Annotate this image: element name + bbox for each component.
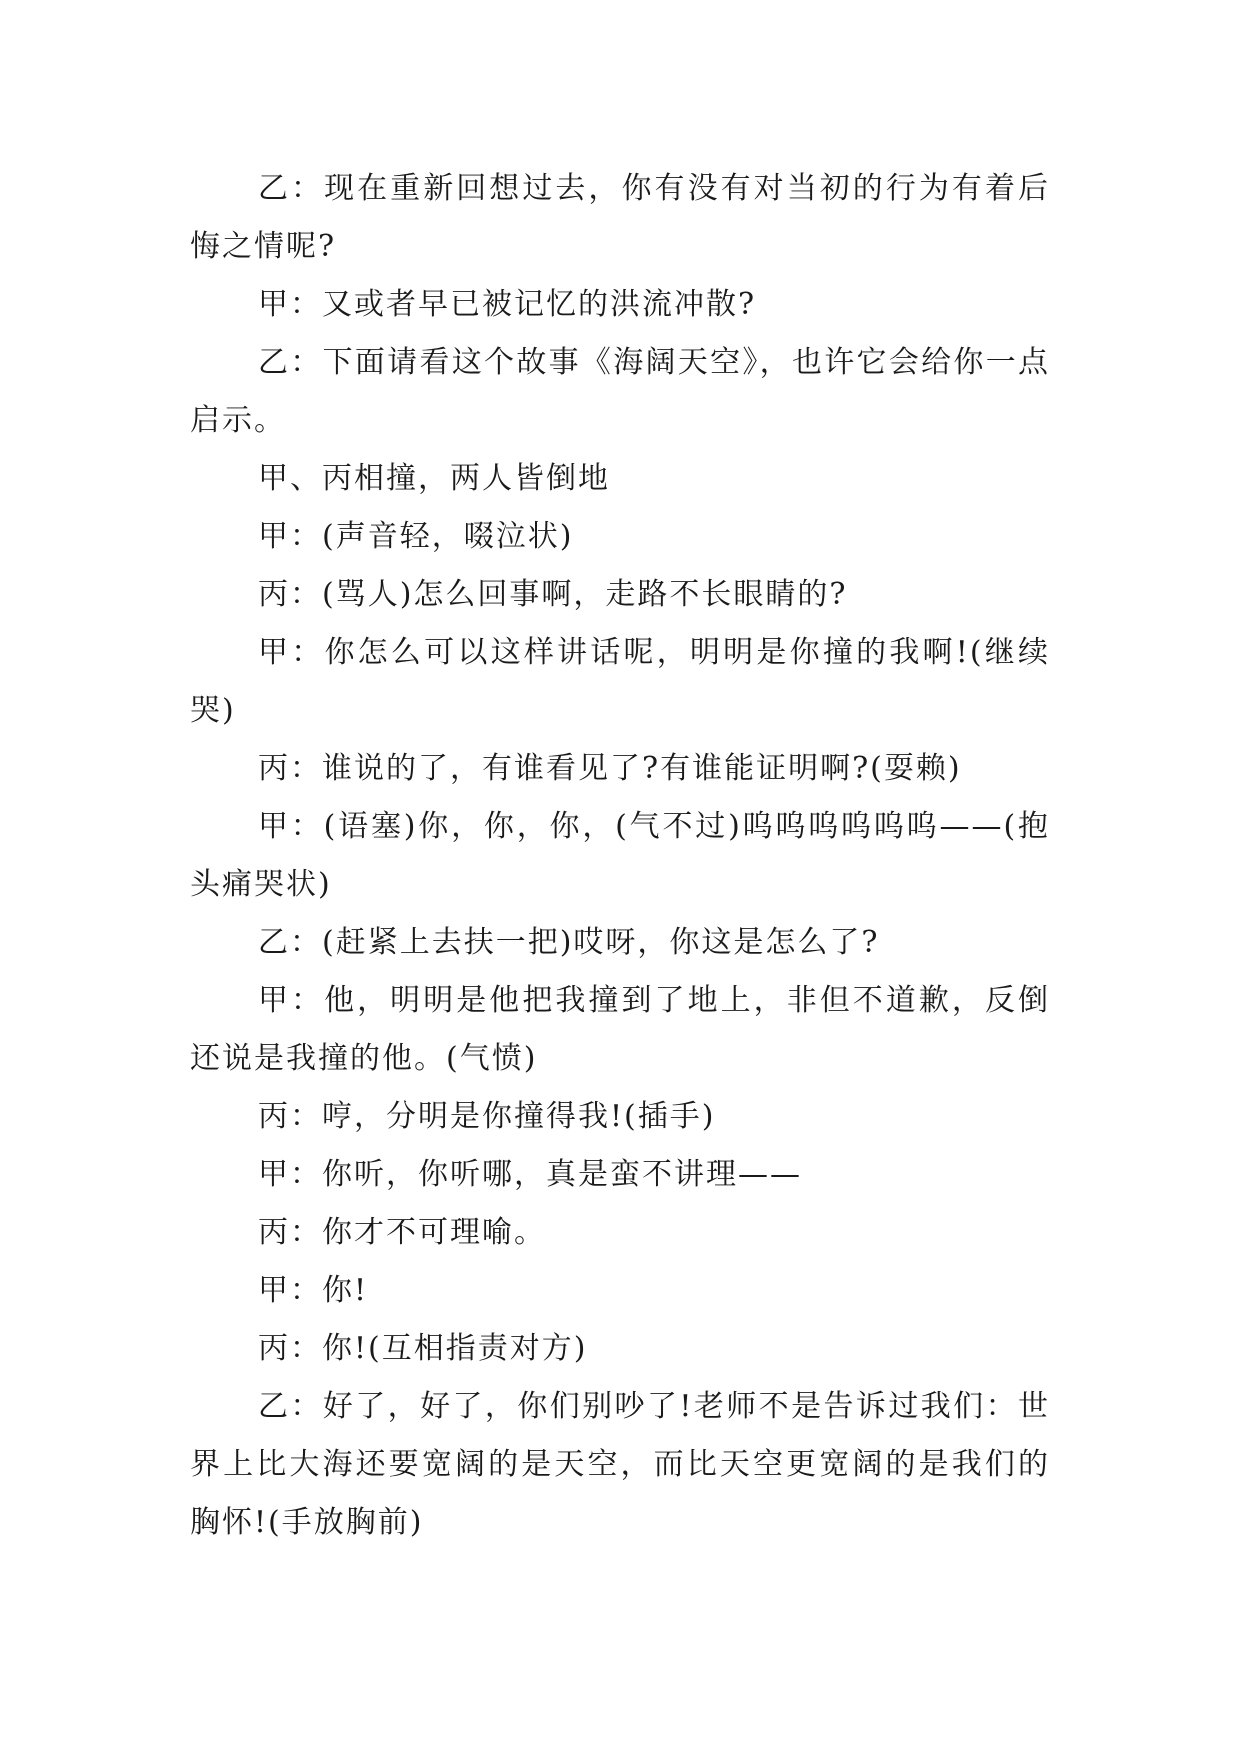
paragraph-3: 乙：下面请看这个故事《海阔天空》，也许它会给你一点启示。 [190,345,1050,438]
paragraph-7: 甲：你怎么可以这样讲话呢，明明是你撞的我啊!(继续哭) [190,635,1050,728]
paragraph-1: 乙：现在重新回想过去，你有没有对当初的行为有着后悔之情呢? [190,171,1050,264]
paragraph-12: 丙：哼，分明是你撞得我!(插手) [258,1099,716,1134]
paragraph-8: 丙：谁说的了，有谁看见了?有谁能证明啊?(耍赖) [258,751,962,786]
paragraph-4: 甲、丙相撞，两人皆倒地 [258,461,610,496]
document-body [190,160,1050,1552]
paragraph-16: 丙：你!(互相指责对方) [258,1331,588,1366]
paragraph-17: 乙：好了，好了，你们别吵了!老师不是告诉过我们：世界上比大海还要宽阔的是天空，而比天空更宽阔的是我们的胸怀!(手放胸前) [190,1389,1050,1540]
paragraph-9: 甲：(语塞)你，你，你，(气不过)呜呜呜呜呜呜——(抱头痛哭状) [190,809,1050,902]
paragraph-13: 甲：你听，你听哪，真是蛮不讲理—— [258,1157,802,1192]
paragraph-6: 丙：(骂人)怎么回事啊，走路不长眼睛的? [258,577,848,612]
paragraph-5: 甲：(声音轻，啜泣状) [258,519,574,554]
paragraph-11: 甲：他，明明是他把我撞到了地上，非但不道歉，反倒还说是我撞的他。(气愤) [190,983,1050,1076]
paragraph-14: 丙：你才不可理喻。 [258,1215,546,1250]
paragraph-10: 乙：(赶紧上去扶一把)哎呀，你这是怎么了? [258,925,880,960]
paragraph-15: 甲：你! [258,1273,369,1308]
paragraph-2: 甲：又或者早已被记忆的洪流冲散? [258,287,757,322]
